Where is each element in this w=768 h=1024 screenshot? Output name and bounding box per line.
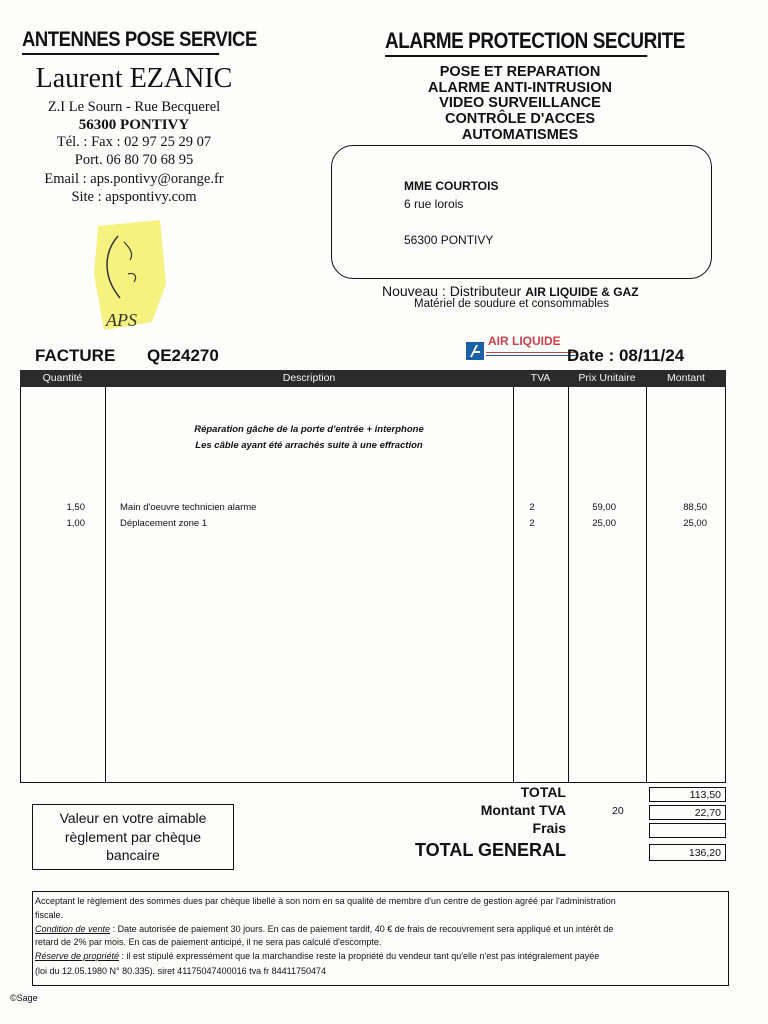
distributor-note (382, 283, 639, 299)
row-quantity: 1,50 (66, 502, 85, 513)
sage-copyright: ©Sage (10, 993, 38, 1003)
invoice-date: Date : 08/11/24 (567, 346, 685, 365)
terms-reserve (35, 951, 599, 961)
payment-line: Valeur en votre aimable (59, 810, 207, 826)
client-name: MME COURTOIS (404, 179, 499, 193)
terms-line: Acceptant le règlement des sommes dues par chèque libellé à son nom en sa qualité de membre d'un centre de gestion agréé par l'administration (35, 896, 616, 906)
service-line: POSE ET REPARATION (439, 64, 601, 80)
header-amount: Montant (667, 372, 705, 384)
service-line: VIDEO SURVEILLANCE (439, 95, 601, 111)
row-tva: 2 (529, 502, 535, 513)
service-line: CONTRÔLE D'ACCES (444, 111, 596, 127)
terms-line: (loi du 12.05.1980 N° 80.335). siret 41175047400016 tva fr 84411750474 (35, 966, 326, 976)
distributor-prefix: Nouveau : Distributeur (382, 283, 522, 299)
column-divider (646, 387, 647, 783)
tva-value: 22,70 (649, 805, 726, 820)
column-divider (513, 387, 514, 783)
row-amount: 25,00 (683, 518, 707, 529)
total-value: 113,50 (649, 787, 726, 802)
invoice-label: FACTURE (35, 346, 116, 365)
client-city: 56300 PONTIVY (404, 233, 494, 247)
aps-stamp-logo (90, 214, 170, 332)
company-city: 56300 PONTIVY (78, 117, 190, 133)
client-street: 6 rue lorois (404, 197, 464, 211)
row-description: Main d'oeuvre technicien alarme (120, 502, 257, 513)
header-unit-price: Prix Unitaire (578, 372, 636, 384)
condition-title: Condition de vente (35, 924, 111, 934)
reserve-title: Réserve de propriété (35, 951, 120, 961)
air-liquide-text: AIR LIQUIDE (488, 334, 561, 348)
company-tel-fax: Tél. : Fax : 02 97 25 29 07 (56, 134, 212, 150)
description-note: Les câble ayant été arrachés suite à une effraction (195, 440, 423, 451)
terms-condition (35, 924, 613, 934)
header-description: Description (282, 372, 336, 384)
company-site: Site : apspontivy.com (71, 189, 197, 205)
payment-line: règlement par chèque (64, 829, 202, 845)
payment-line: bancaire (106, 847, 160, 863)
client-address-box (331, 145, 712, 279)
company-email: Email : aps.pontivy@orange.fr (44, 171, 224, 187)
total-label: TOTAL (520, 784, 566, 800)
header-quantity: Quantité (42, 372, 83, 384)
row-description: Déplacement zone 1 (120, 518, 208, 529)
row-unit-price: 59,00 (592, 502, 616, 513)
materiel-note: Matériel de soudure et consommables (414, 298, 609, 310)
tva-rate: 20 (612, 805, 624, 817)
row-unit-price: 25,00 (592, 518, 616, 529)
service-line: ALARME ANTI-INTRUSION (428, 80, 612, 96)
frais-label: Frais (532, 820, 566, 836)
company-address: Z.I Le Sourn - Rue Becquerel (47, 99, 221, 115)
company-mobile: Port. 06 80 70 68 95 (74, 152, 194, 168)
total-general-value: 136,20 (649, 844, 726, 861)
frais-value (649, 823, 726, 838)
owner-name: Laurent EZANIC (35, 63, 233, 94)
terms-line: retard de 2% par mois. En cas de paiement anticipé, il ne sera pas calculé d'escompte. (35, 937, 382, 947)
column-divider (568, 387, 569, 783)
invoice-number: QE24270 (147, 346, 219, 365)
service-line: AUTOMATISMES (461, 127, 579, 143)
total-general-label: TOTAL GENERAL (414, 840, 566, 860)
condition-text: : Date autorisée de paiement 30 jours. En cas de paiement tardif, 40 € de frais de recouvrement sera appliqué et un intérêt de (110, 924, 614, 934)
reserve-text: : il est stipulé expressément que la marchandise reste la propriété du vendeur tant qu'elle n'est pas intégralement payée (119, 951, 600, 961)
brand-alarme-protection-securite: ALARME PROTECTION SECURITE (385, 28, 647, 57)
row-quantity: 1,00 (66, 518, 85, 529)
row-tva: 2 (529, 518, 535, 529)
stamp-text: APS (106, 310, 137, 330)
row-amount: 88,50 (683, 502, 707, 513)
description-note: Réparation gâche de la porte d'entrée + interphone (194, 424, 424, 435)
brand-antennes-pose-service: ANTENNES POSE SERVICE (22, 28, 219, 55)
terms-line: fiscale. (35, 910, 64, 920)
tva-label: Montant TVA (480, 802, 566, 818)
distributor-brand: AIR LIQUIDE & GAZ (525, 285, 639, 299)
header-tva: TVA (530, 372, 551, 384)
